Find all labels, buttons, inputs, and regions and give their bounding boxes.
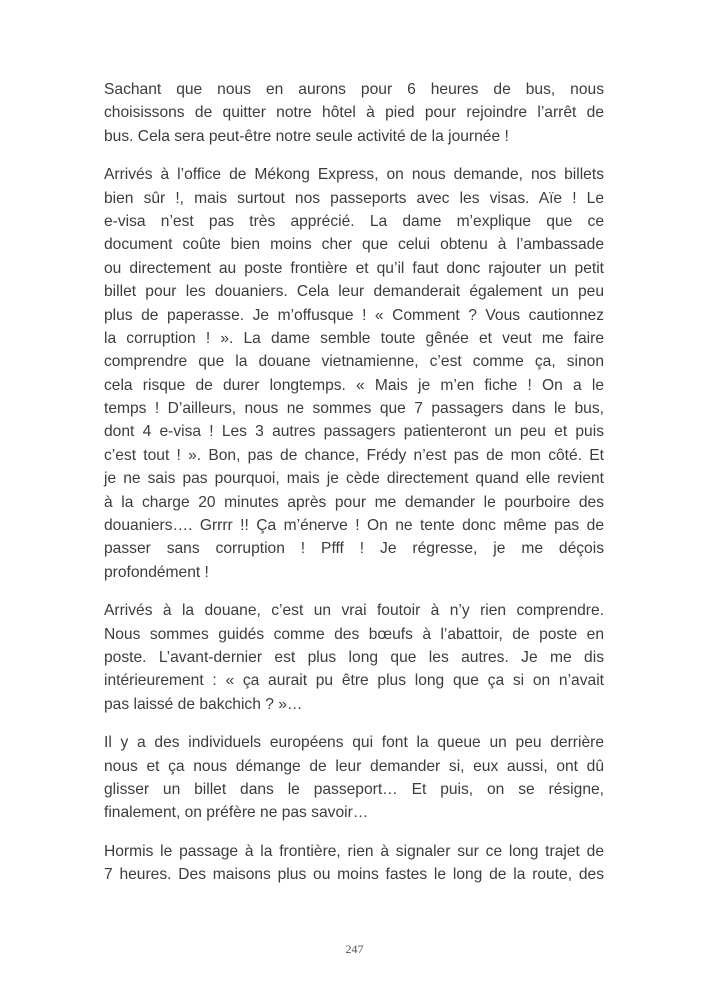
text-line: profondément !: [104, 563, 209, 581]
text-line: dont 4 e-visa ! Les 3 autres passagers patienteront un peu et puis: [104, 423, 604, 441]
text-line: la corruption ! ». La dame semble toute gênée et veut me faire: [104, 329, 604, 347]
text-line: plus de paperasse. Je m’offusque ! « Comment ? Vous cautionnez: [104, 306, 604, 324]
text-line: cela risque de durer longtemps. « Mais je m’en fiche ! On a le: [104, 376, 604, 394]
text-line: bien sûr !, mais surtout nos passeports avec les visas. Aïe ! Le: [104, 189, 604, 207]
text-line: Nous sommes guidés comme des bœufs à l’abattoir, de poste en: [104, 625, 604, 643]
text-line: document coûte bien moins cher que celui obtenu à l’ambassade: [104, 236, 604, 254]
text-line: Arrivés à l’office de Mékong Express, on nous demande, nos billets: [104, 166, 604, 184]
text-line: bus. Cela sera peut-être notre seule activité de la journée !: [104, 127, 509, 145]
paragraph: [104, 78, 604, 148]
text-line: e-visa n’est pas très apprécié. La dame m’explique que ce: [104, 212, 604, 230]
text-line: intérieurement : « ça aurait pu être plus long que ça si on n’avait: [104, 672, 604, 690]
text-line: nous et ça nous démange de leur demander si, eux aussi, ont dû: [104, 757, 604, 775]
text-line: Il y a des individuels européens qui font la queue un peu derrière: [104, 734, 604, 752]
body-text: [104, 78, 604, 902]
text-line: Hormis le passage à la frontière, rien à signaler sur ce long trajet de: [104, 842, 604, 860]
text-line: à la charge 20 minutes après pour me demander le pourboire des: [104, 493, 604, 511]
text-line: billet pour les douaniers. Cela leur demanderait également un peu: [104, 283, 604, 301]
text-line: choisissons de quitter notre hôtel à pied pour rejoindre l’arrêt de: [104, 104, 604, 122]
paragraph: [104, 163, 604, 584]
page-number: 247: [345, 942, 364, 956]
text-line: douaniers…. Grrrr !! Ça m’énerve ! On ne tente donc même pas de: [104, 517, 604, 535]
text-line: glisser un billet dans le passeport… Et puis, on se résigne,: [104, 780, 604, 798]
text-line: c’est tout ! ». Bon, pas de chance, Frédy n’est pas de mon côté. Et: [104, 446, 604, 464]
text-line: poste. L’avant-dernier est plus long que les autres. Je me dis: [104, 648, 604, 666]
paragraph: [104, 599, 604, 716]
text-line: finalement, on préfère ne pas savoir…: [104, 804, 369, 822]
text-line: Sachant que nous en aurons pour 6 heures de bus, nous: [104, 81, 604, 98]
text-line: Arrivés à la douane, c’est un vrai foutoir à n’y rien comprendre.: [104, 602, 604, 620]
paragraph: [104, 731, 604, 825]
text-line: ou directement au poste frontière et qu’il faut donc rajouter un petit: [104, 259, 604, 277]
text-line: 7 heures. Des maisons plus ou moins fastes le long de la route, des: [104, 866, 604, 884]
text-line: passer sans corruption ! Pfff ! Je régresse, je me déçois: [104, 540, 604, 558]
text-line: pas laissé de bakchich ? »…: [104, 695, 303, 713]
text-line: temps ! D’ailleurs, nous ne sommes que 7 passagers dans le bus,: [104, 400, 604, 418]
text-line: comprendre que la douane vietnamienne, c’est comme ça, sinon: [104, 353, 604, 371]
paragraph: [104, 840, 604, 887]
text-line: je ne sais pas pourquoi, mais je cède directement quand elle revient: [104, 470, 604, 488]
